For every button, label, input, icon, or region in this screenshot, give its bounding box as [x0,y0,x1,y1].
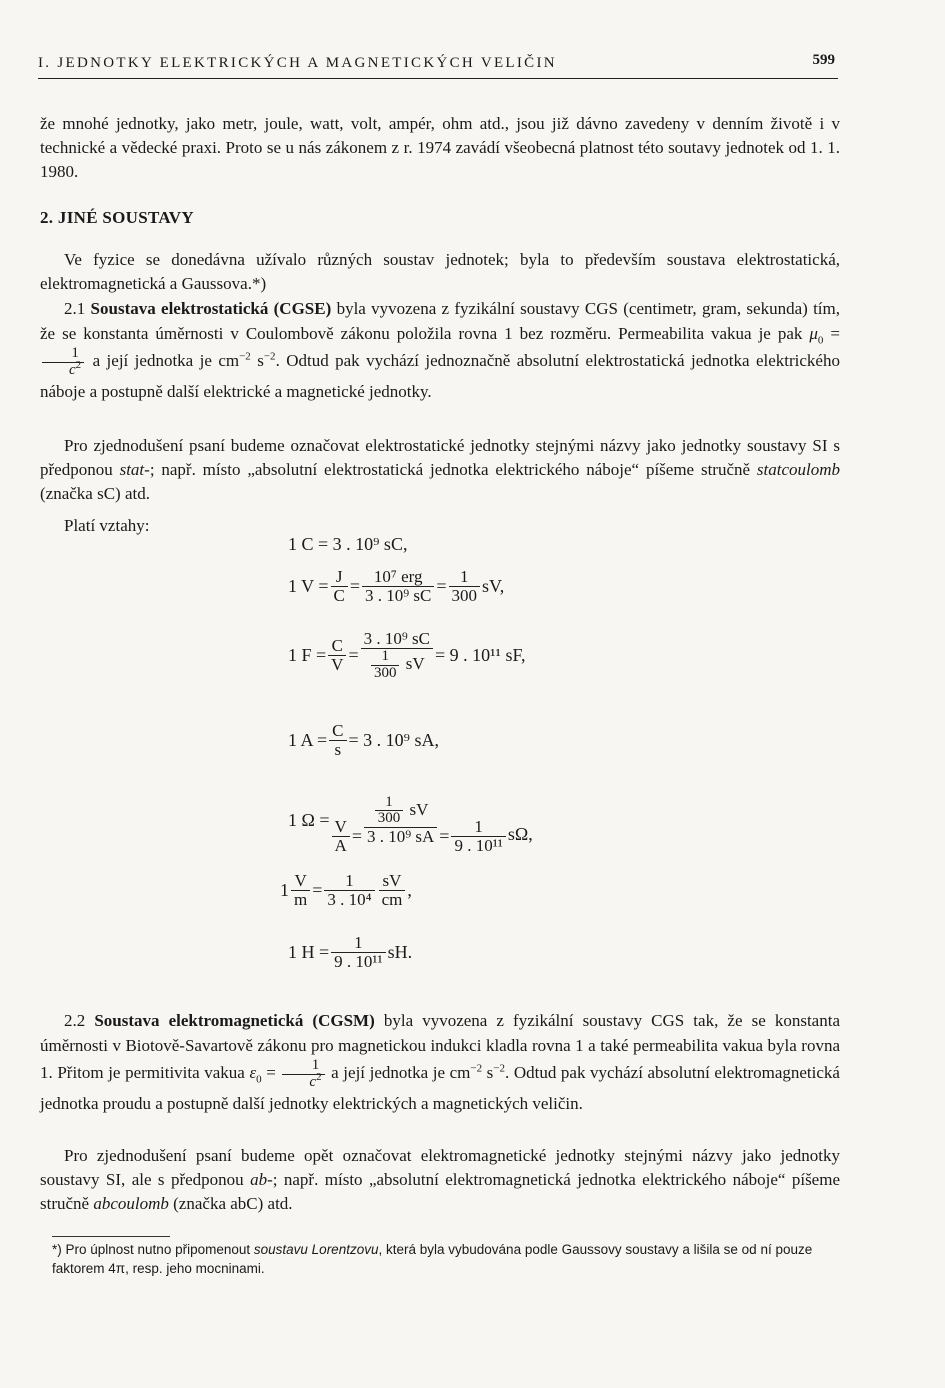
s21-text-b: a její jednotka je [92,351,212,371]
formula-volt-per-metre: 1 $\frac{V}{m}$ = $\frac{1}{\text{3 . 10⁴}}$ $\frac{sV}{cm}$ , [280,871,412,909]
section-2-1-paragraph: 2.1 Soustava elektrostatická (CGSE) byla vyvozena z fyzikální soustavy CGS (centimetr, gram, sekunda) tím, že se konstanta úměrnosti v Coulombově zákonu položila rovna 1 bez rozměru. Permeabilita vakua je pak $\mu_0$ = $\frac{1}{c^2}$ a její jednotka je $cm^{-2}$ $s^{-2}$. Odtud pak vychází jednoznačně absolutní elektrostatická jednotka elektrického náboje a postupně další elektrické a magnetické jednotky. [40,299,840,401]
formula-coulomb: 1 C = 3 . 10⁹ sC, [288,534,408,554]
s21-number: 2.1 [64,299,86,318]
running-head [38,55,838,72]
mu0-fraction: $\frac{1}{c^2}$ [42,346,84,379]
s21-title: Soustava elektrostatická (CGSE) [90,299,332,318]
section-heading: 2. JINÉ SOUSTAVY [40,208,194,227]
section-paragraph-3: Pro zjednodušení psaní budeme označovat elektrostatické jednotky stejnými názvy jako jednotky soustavy SI s předponou stat-; např. místo „absolutní elektrostatická jednotka elektrického náboje“ píšeme stručně statcoulomb (značka sC) atd. [40,436,841,503]
s21-text-a: byla vyvozena z fyzikální soustavy CGS (centimetr, gram, sekunda) tím, že se konstanta úměrnosti v Coulombově zákonu položila rovna 1 bez rozměru. Permeabilita vakua je pak [40,299,840,343]
formula-ohm: 1 Ω = $\frac{V}{A}$ = $\frac{1}{300}$ sV 3 . 10⁹ sA = $\frac{1}{\text{9 . 10¹¹}}$ sΩ, [288,793,533,855]
relations-label: Platí vztahy: [64,516,150,535]
formula-henry: 1 H = $\frac{1}{\text{9 . 10¹¹}}$ sH. [288,933,413,971]
eps0-fraction: $\frac{1}{c^2}$ [282,1058,324,1091]
footnote: *) Pro úplnost nutno připomenout soustavu Lorentzovu, která byla vybudována podle Gaussovy soustavy a lišila se od ní pouze faktorem 4π, resp. jeho mocninami. [52,1242,813,1276]
formula-volt: 1 V = $\frac{J}{C}$ = $\frac{\text{10⁷ erg}}{\text{3 . 10⁹ sC}}$ = $\frac{1}{300}$ sV, [288,567,505,605]
formula-ampere: 1 A = $\frac{C}{s}$ = 3 . 10⁹ sA, [288,721,439,759]
section-2-2-paragraph-2: Pro zjednodušení psaní budeme opět označovat elektromagnetické jednotky stejnými názvy jako jednotky soustavy SI, ale s předponou ab-; např. místo „absolutní elektromagnetická jednotka elektrického náboje“ píšeme stručně abcoulomb (značka abC) atd. [40,1146,840,1213]
section-paragraph-1: Ve fyzice se donedávna užívalo různých soustav jednotek; byla to především soustava elektrostatická, elektromagnetická a Gaussova.*) [40,250,840,293]
running-title: I. JEDNOTKY ELEKTRICKÝCH A MAGNETICKÝCH VELIČIN [38,55,557,71]
s21-text-c: . Odtud pak vychází jednoznačně absolutní elektrostatická jednotka elektrického náboje a postupně další elektrické a magnetické jednotky. [40,351,840,401]
header-rule [38,78,838,79]
footnote-rule [52,1236,170,1237]
section-2-2-paragraph: 2.2 Soustava elektromagnetická (CGSM) byla vyvozena z fyzikální soustavy CGS tak, že se konstanta úměrnosti v Biotově-Savartově zákonu pro magnetickou indukci kladla rovna 1 a také permeabilita vakua byla rovna 1. Přitom je permitivita vakua $\varepsilon_0$ = $\frac{1}{c^2}$ a její jednotka je $cm^{-2}$ $s^{-2}$. Odtud pak vychází absolutní elektromagnetická jednotka proudu a postupně další jednotky elektrických a magnetických veličin. [40,1011,840,1113]
intro-paragraph: že mnohé jednotky, jako metr, joule, watt, volt, ampér, ohm atd., jsou již dávno zavedeny v denním životě i v technické a vědecké praxi. Proto se u nás zákonem z r. 1974 zavádí všeobecná platnost této soutavy jednotek od 1. 1. 1980. [40,114,840,181]
s22-title: Soustava elektromagnetická (CGSM) [94,1011,375,1030]
formula-farad: 1 F = $\frac{C}{V}$ = 3 . 10⁹ sC $\frac{1}{300}$ sV = 9 . 10¹¹ sF, [288,629,526,681]
page-number: 599 [812,52,835,68]
